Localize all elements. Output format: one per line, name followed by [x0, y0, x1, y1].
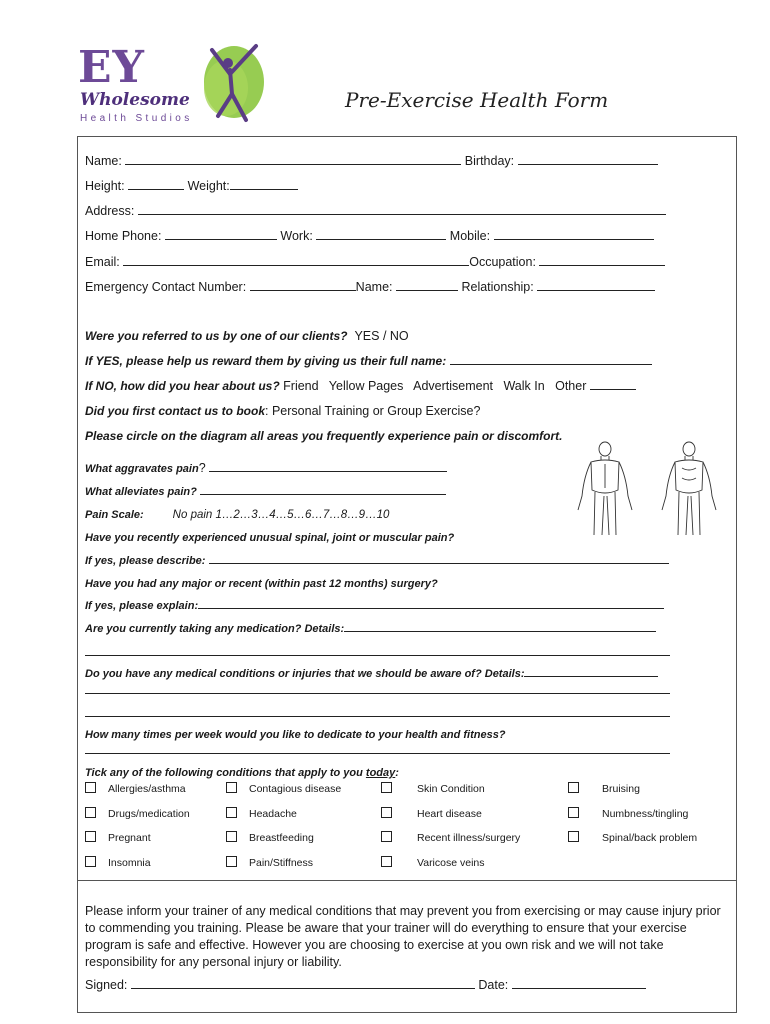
occupation-label: Occupation: [469, 255, 536, 269]
check-contagious[interactable]: Contagious disease [226, 782, 341, 796]
height-weight-row [85, 178, 298, 194]
section-divider [77, 880, 737, 881]
checkbox[interactable] [226, 856, 237, 867]
email-row [85, 254, 665, 270]
checkbox[interactable] [381, 807, 392, 818]
home-phone-field[interactable] [165, 228, 277, 240]
logo-ey-text: EY [78, 42, 145, 93]
checkbox[interactable] [568, 831, 579, 842]
tick-instruction-row: Tick any of the following conditions that apply to you today: [85, 767, 399, 779]
leaping-figure-icon [190, 36, 270, 126]
checkbox[interactable] [381, 831, 392, 842]
times-answer-line[interactable] [85, 753, 670, 754]
describe-row [85, 552, 669, 569]
checkbox[interactable] [226, 782, 237, 793]
date-field[interactable] [512, 977, 646, 989]
check-allergies[interactable]: Allergies/asthma [85, 782, 186, 796]
spinal-question: Have you recently experienced unusual spinal, joint or muscular pain? [85, 532, 455, 544]
medication-details-label: ? Details: [294, 623, 345, 635]
signature-field[interactable] [131, 977, 475, 989]
surgery-question: Have you had any major or recent (within past 12 months) surgery? [85, 578, 438, 590]
referred-row [85, 328, 409, 344]
referred-options[interactable]: YES / NO [354, 329, 409, 343]
option-walk-in[interactable]: Walk In [503, 379, 545, 393]
check-drugs[interactable]: Drugs/medication [85, 807, 190, 821]
pain-scale-row [85, 506, 389, 523]
explain-label: If yes, please explain: [85, 600, 199, 612]
check-spinal[interactable]: Spinal/back problem [568, 831, 697, 845]
birthday-label: Birthday: [464, 154, 515, 168]
circle-instruction: Please circle on the diagram all areas you frequently experience pain or discomfort. [85, 429, 563, 443]
surgery-row [85, 575, 438, 592]
work-label: Work: [280, 229, 313, 243]
times-question: How many times per week would you like to dedicate to your health and fitness? [85, 729, 506, 741]
option-other[interactable]: Other [555, 379, 587, 393]
medication-question: Are you currently taking any medication [85, 623, 295, 635]
name-field[interactable] [125, 153, 461, 165]
email-label: Email: [85, 255, 120, 269]
work-field[interactable] [316, 228, 446, 240]
height-field[interactable] [128, 178, 184, 190]
check-pregnant[interactable]: Pregnant [85, 831, 151, 845]
company-logo [78, 36, 278, 131]
checkbox[interactable] [381, 782, 392, 793]
pain-scale-label: Pain Scale: [85, 509, 144, 521]
checkbox[interactable] [85, 856, 96, 867]
aggravates-field[interactable] [209, 460, 447, 472]
weight-label: Weight: [187, 179, 230, 193]
date-label: Date: [478, 978, 509, 992]
conditions-line-2[interactable] [85, 693, 670, 694]
check-bruising[interactable]: Bruising [568, 782, 640, 796]
birthday-field[interactable] [518, 153, 658, 165]
conditions-field[interactable] [524, 665, 658, 677]
emergency-name-field[interactable] [396, 279, 458, 291]
times-row [85, 726, 506, 743]
option-yellow-pages[interactable]: Yellow Pages [328, 379, 404, 393]
conditions-question: Do you have any medical conditions or injuries that we should be aware of? Details: [85, 668, 525, 680]
emergency-row [85, 279, 655, 295]
relationship-field[interactable] [537, 279, 655, 291]
alleviates-question: What alleviates pain? [85, 486, 197, 498]
logo-wholesome-text: Wholesome [80, 90, 190, 110]
emergency-label: Emergency Contact Number: [85, 280, 247, 294]
form-title: Pre-Exercise Health Form [345, 88, 609, 112]
if-yes-row [85, 353, 652, 369]
first-contact-row [85, 403, 480, 419]
check-headache[interactable]: Headache [226, 807, 297, 821]
alleviates-row [85, 483, 446, 500]
if-yes-question: If YES, please help us reward them by giving us their full name: [85, 354, 447, 368]
disclaimer-text: Please inform your trainer of any medical conditions that may prevent you from exercising or may cause injury prior to commending you training. Please be aware that your trainer will do everything to ensure that your exercise program is safe and effective. However you are choosing to exercise at you own risk and we will not take responsibility for any personal injury or liability. [85, 904, 721, 969]
form-header [0, 0, 770, 135]
first-contact-question: Did you first contact us to book [85, 404, 266, 418]
address-label: Address: [85, 204, 135, 218]
first-contact-options[interactable]: : Personal Training or Group Exercise? [265, 404, 481, 418]
address-row [85, 203, 666, 219]
body-back-icon[interactable] [658, 440, 720, 540]
check-numbness[interactable]: Numbness/tingling [568, 807, 688, 821]
address-field[interactable] [138, 203, 666, 215]
explain-field[interactable] [198, 597, 664, 609]
medication-line-2[interactable] [85, 655, 670, 656]
checkbox[interactable] [226, 831, 237, 842]
describe-field[interactable] [209, 552, 669, 564]
checkbox[interactable] [85, 831, 96, 842]
checkbox[interactable] [568, 807, 579, 818]
checkbox[interactable] [568, 782, 579, 793]
conditions-row [85, 665, 658, 682]
relationship-label: Relationship: [461, 280, 534, 294]
option-advertisement[interactable]: Advertisement [413, 379, 494, 393]
if-no-row [85, 378, 636, 394]
describe-label: If yes, please describe: [85, 555, 206, 567]
logo-studio-text: Health Studios [80, 113, 193, 124]
check-breastfeeding[interactable]: Breastfeeding [226, 831, 314, 845]
check-skin[interactable]: Skin Condition [381, 782, 485, 796]
checkbox[interactable] [85, 782, 96, 793]
check-heart[interactable]: Heart disease [381, 807, 482, 821]
check-varicose[interactable]: Varicose veins [381, 856, 485, 870]
emergency-name-label: Name: [355, 280, 393, 294]
signature-row [85, 977, 646, 993]
phone-row [85, 228, 654, 244]
referrer-name-field[interactable] [450, 353, 652, 365]
name-row [85, 153, 658, 169]
home-phone-label: Home Phone: [85, 229, 162, 243]
circle-instruction-row [85, 428, 563, 444]
option-friend[interactable]: Friend [283, 379, 319, 393]
email-field[interactable] [123, 254, 469, 266]
explain-row [85, 597, 664, 614]
tick-instruction: Tick any of the following conditions that apply to you [85, 767, 366, 779]
medication-field[interactable] [344, 620, 656, 632]
medication-row [85, 620, 656, 637]
checkbox[interactable] [226, 807, 237, 818]
check-recent-illness[interactable]: Recent illness/surgery [381, 831, 520, 845]
alleviates-field[interactable] [200, 483, 446, 495]
height-label: Height: [85, 179, 125, 193]
pain-scale-values[interactable]: No pain 1…2…3…4…5…6…7…8…9…10 [172, 509, 390, 521]
name-label: Name: [85, 154, 122, 168]
check-insomnia[interactable]: Insomnia [85, 856, 151, 870]
checkbox[interactable] [85, 807, 96, 818]
emergency-number-field[interactable] [250, 279, 356, 291]
other-source-field[interactable] [590, 378, 636, 390]
mobile-label: Mobile: [449, 229, 491, 243]
mobile-field[interactable] [494, 228, 654, 240]
aggravates-question: What aggravates pain [85, 463, 199, 475]
tick-today: today [365, 767, 396, 779]
referred-question: Were you referred to us by one of our clients? [85, 329, 348, 343]
check-pain-stiffness[interactable]: Pain/Stiffness [226, 856, 313, 870]
occupation-field[interactable] [539, 254, 665, 266]
conditions-line-3[interactable] [85, 716, 670, 717]
checkbox[interactable] [381, 856, 392, 867]
weight-field[interactable] [230, 178, 298, 190]
spinal-row [85, 529, 454, 546]
body-front-icon[interactable] [574, 440, 636, 540]
signed-label: Signed: [85, 978, 128, 992]
aggravates-row: What aggravates pain? [85, 460, 447, 477]
if-no-question: If NO, how did you hear about us? [85, 379, 280, 393]
